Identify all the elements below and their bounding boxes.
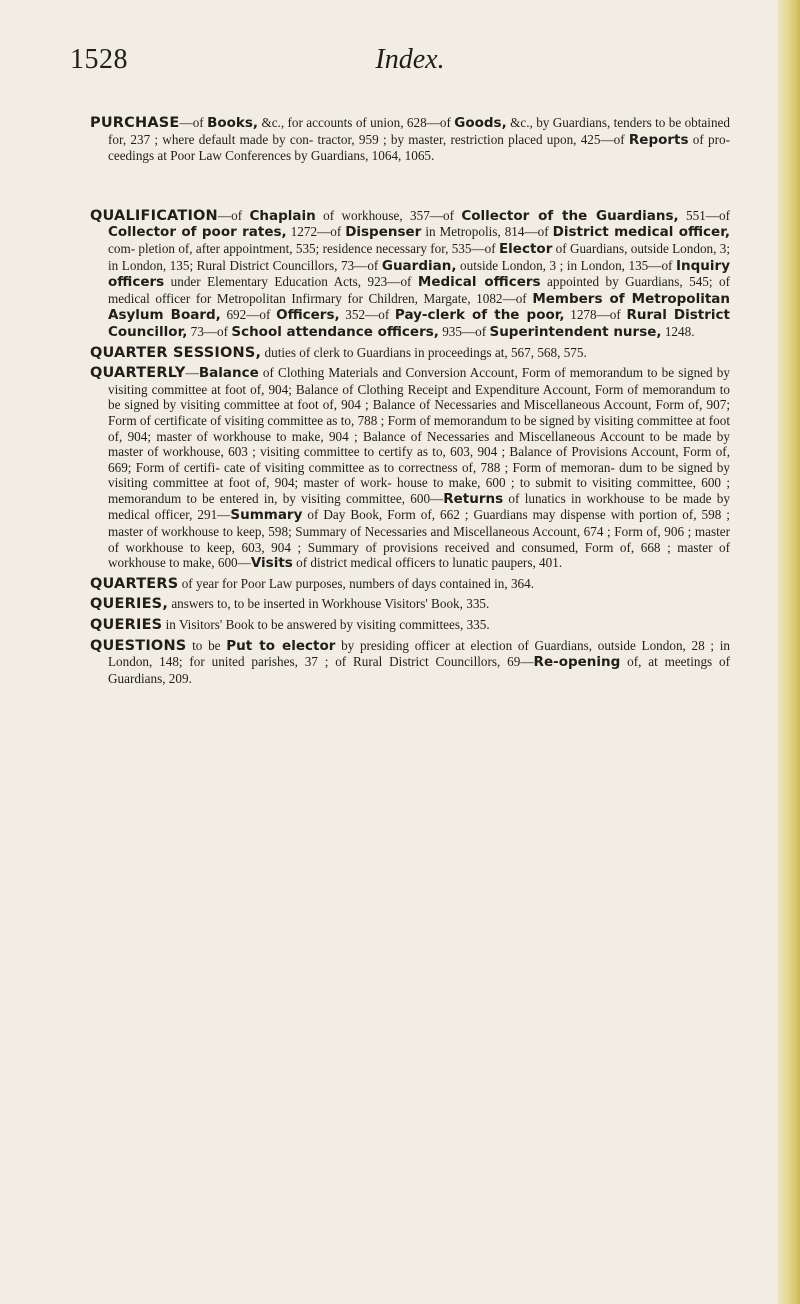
entry-heading: QUALIFICATION [90,207,218,224]
entry-text: of lunatics in workhouse to be made by medical officer, 291— [108,490,730,523]
entry-keyword: Visits [250,555,293,572]
entry-text: 1248. [661,323,695,339]
entry-keyword: Guardian, [381,257,457,274]
entry-keyword: Officers, [276,307,340,324]
entry-text: &c., for accounts of union, 628—of [258,115,455,130]
entry-keyword: Books, [207,115,259,131]
entry-text: of pro- ceedings at Poor Law Conferences by Guardians, 1064, 1065. [108,131,730,164]
entry-keyword: Re-opening [533,654,621,671]
index-entry [90,365,730,572]
entry-text: 73—of [187,323,232,339]
entry-keyword: Collector of the Guardians, [461,207,679,224]
entry-keyword: Rural District Councillor, [108,307,730,340]
entry-keyword: Elector [498,240,553,257]
entry-keyword: Reports [628,131,689,148]
index-entry [90,115,730,164]
entry-text: of district medical officers to lunatic paupers, 401. [292,555,563,571]
entry-keyword: Chaplain [249,207,316,224]
entry-text: of Day Book, Form of, 662 ; Guardians may dispense with portion of, 598 ; master of workhouse to keep, 598; Summary of Necessaries and Miscellaneous Account, 674 ; Form of, 906 ; master of workhouse to keep, 603, 904 ; Summary of provisions received and consumed, Form of, 668 ; master of workhouse to make, 600— [108,507,730,571]
index-entry [90,617,730,634]
page-number: 1528 [70,44,128,75]
entry-text: &c., by Guardians, tenders to be obtained for, 237 ; where default made by con- tractor, 959 ; by master, restriction placed upon, 425—of [108,115,730,147]
entry-heading: QUERIES [90,617,163,634]
entry-text: of workhouse, 357—of [315,207,462,223]
entry-text: com- pletion of, after appointment, 535; residence necessary for, 535—of [108,240,499,256]
entry-text: 1272—of [286,224,346,240]
entry-text: of Guardians, outside London, 3; in London, 135; Rural District Councillors, 73—of [108,240,731,273]
entry-keyword: Returns [443,490,504,507]
entry-text: —of [217,207,250,223]
index-entry [90,345,730,362]
entry-heading: QUARTER SESSIONS, [90,344,262,361]
entry-keyword: Dispenser [345,224,422,241]
entry-text: 692—of [220,307,277,323]
entry-heading: QUARTERS [90,575,179,592]
index-entries [90,115,730,690]
entry-keyword: Put to elector [226,637,336,654]
entry-text: 935—of [438,323,490,339]
entry-text: in Visitors' Book to be answered by visiting committees, 335. [162,617,490,633]
entry-keyword: Pay-clerk of the poor, [394,307,565,324]
entry-text: — [185,365,199,381]
entry-text: 551—of [678,207,730,223]
entry-text: 352—of [339,307,395,323]
entry-text: duties of clerk to Guardians in proceedings at, 567, 568, 575. [261,344,587,360]
entry-text: of year for Poor Law purposes, numbers of days contained in, 364. [178,575,535,591]
entry-text: appointed by Guardians, 545; of medical officer for Metropolitan Infirmary for Children, Margate, 1082—of [108,274,730,306]
entry-keyword: Goods, [454,115,507,131]
entry-text: under Elementary Education Acts, 923—of [164,274,418,290]
entry-keyword: Collector of poor rates, [108,224,287,241]
entry-heading: PURCHASE [90,115,180,131]
entry-keyword: Balance [198,365,259,382]
index-entry [90,576,730,593]
page-header [70,44,750,84]
entry-keyword: Summary [230,507,303,524]
running-title: Index. [375,44,445,75]
entry-keyword: District medical officer, [552,224,731,241]
entry-text: to be [186,637,227,653]
entry-keyword: Members of Metropolitan Asylum Board, [108,290,731,324]
entry-text: in Metropolis, 814—of [421,224,553,240]
index-entry [90,638,730,687]
entry-text: answers to, to be inserted in Workhouse Visitors' Book, 335. [168,596,490,612]
entry-text: by presiding officer at election of Guardians, outside London, 28 ; in London, 148; for united parishes, 37 ; of Rural District Councillors, 69— [108,637,730,670]
entry-text: outside London, 3 ; in London, 135—of [456,257,676,273]
index-entry [90,208,730,341]
index-entry [90,596,730,613]
entry-keyword: Medical officers [417,274,541,291]
entry-text: 1278—of [564,307,627,323]
entry-keyword: School attendance officers, [231,323,439,340]
entry-heading: QUARTERLY [90,365,186,382]
entry-text: of Clothing Materials and Conversion Account, Form of memorandum to be signed by visiting committee at foot of, 904; Balance of Clothing Receipt and Expenditure Account, Form of memorandum to be signed by visiting committee at foot of, 904 ; Balance of Necessaries and Miscellaneous Account, Form of, 907; Form of certificate of visiting committee as to, 788 ; Form of memorandum to be signed by visiting committee at foot of, 904; master of workhouse to make, 904 ; Balance of Necessaries and Miscellaneous Account to be made by master of workhouse, 603 ; visiting committee to certify as to, 603, 904 ; Balance of Provisions Account, Form of, 669; Form of certifi- cate of visiting committee as to correctness of, 788 ; Form of memoran- dum to be signed by visiting committee at foot of, 904; master of work- house to make, 600 ; to submit to visiting committee, 600 ; memorandum to be entered in, by visiting committee, 600— [108,365,730,506]
entry-keyword: Superintendent nurse, [489,323,662,340]
page-edge [778,0,800,1304]
entry-text: of, at meetings of Guardians, 209. [108,654,730,686]
entry-text: —of [179,115,208,130]
entry-keyword: Inquiry officers [108,257,730,291]
entry-heading: QUERIES, [90,596,169,613]
entry-heading: QUESTIONS [90,637,187,654]
